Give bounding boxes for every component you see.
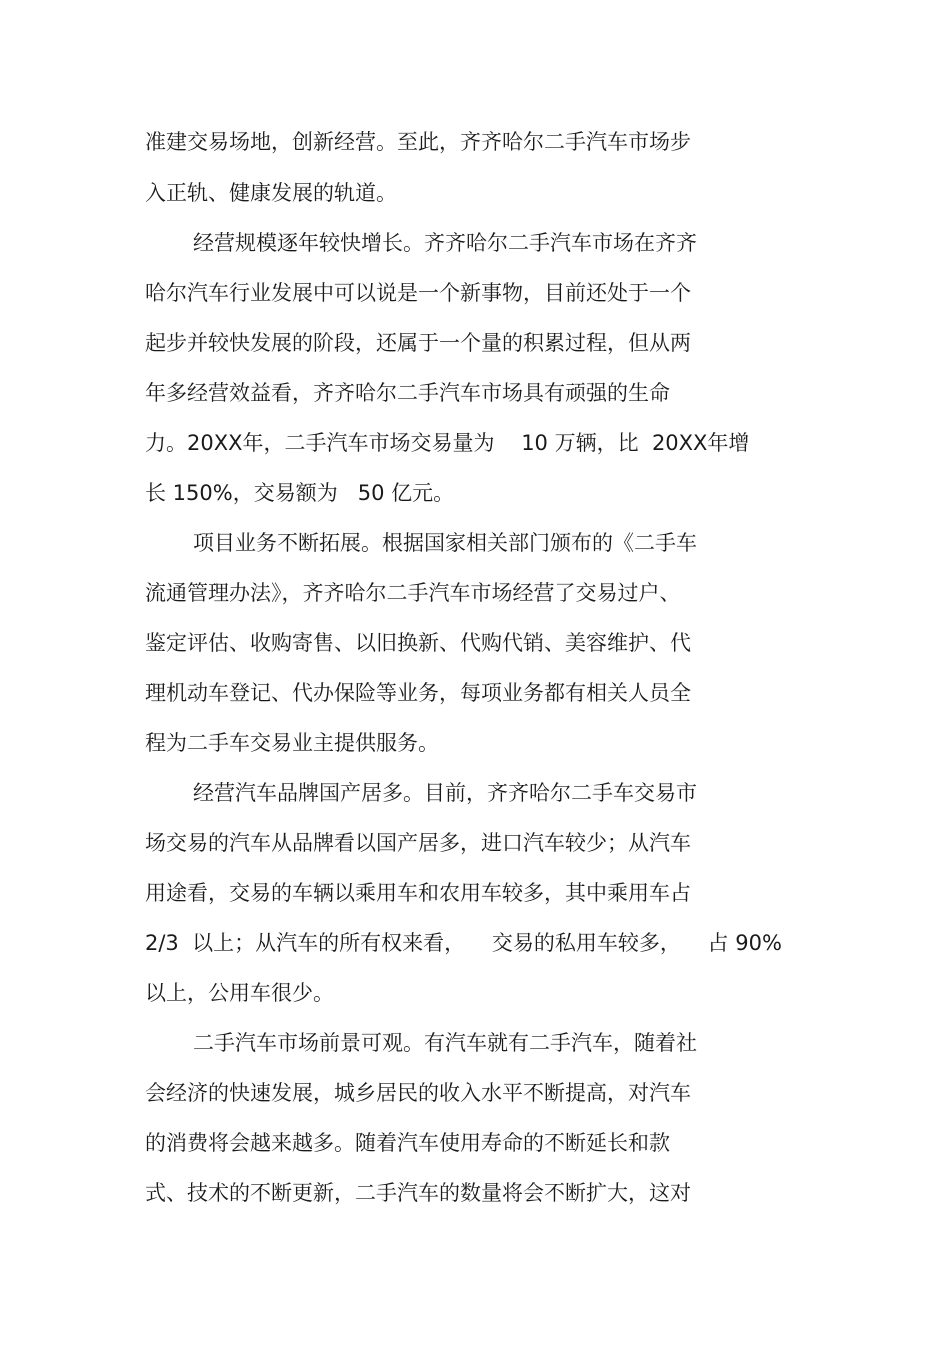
paragraph-start-line: 二手汽车市场前景可观。有汽车就有二手汽车，随着社 [193,1031,697,1055]
text-line: 哈尔汽车行业发展中可以说是一个新事物，目前还处于一个 [145,281,691,305]
text-line: 年多经营效益看，齐齐哈尔二手汽车市场具有顽强的生命 [145,381,670,405]
text-line: 准建交易场地，创新经营。至此，齐齐哈尔二手汽车市场步 [145,130,691,154]
paragraph-start-line: 经营规模逐年较快增长。齐齐哈尔二手汽车市场在齐齐 [193,231,697,255]
text-line: 式、技术的不断更新，二手汽车的数量将会不断扩大，这对 [145,1181,691,1205]
text-line: 用途看，交易的车辆以乘用车和农用车较多，其中乘用车占 [145,881,691,905]
text-line: 鉴定评估、收购寄售、以旧换新、代购代销、美容维护、代 [145,631,691,655]
text-line: 场交易的汽车从品牌看以国产居多，进口汽车较少；从汽车 [145,831,691,855]
text-line: 会经济的快速发展，城乡居民的收入水平不断提高，对汽车 [145,1081,691,1105]
text-line: 的消费将会越来越多。随着汽车使用寿命的不断延长和款 [145,1131,670,1155]
paragraph-start-line: 经营汽车品牌国产居多。目前，齐齐哈尔二手车交易市 [193,781,697,805]
text-line: 程为二手车交易业主提供服务。 [145,731,439,755]
text-line: 流通管理办法》，齐齐哈尔二手汽车市场经营了交易过户、 [145,581,681,605]
text-line: 力。20XX年，二手汽车市场交易量为 10 万辆，比 20XX年增 [145,431,750,455]
paragraph-start-line: 项目业务不断拓展。根据国家相关部门颁布的《二手车 [193,531,697,555]
text-line: 2/3 以上；从汽车的所有权来看， 交易的私用车较多， 占 90% [145,931,782,955]
text-line: 长 150%，交易额为 50 亿元。 [145,481,455,505]
text-line: 起步并较快发展的阶段，还属于一个量的积累过程，但从两 [145,331,691,355]
text-line: 入正轨、健康发展的轨道。 [145,181,397,205]
text-line: 理机动车登记、代办保险等业务，每项业务都有相关人员全 [145,681,691,705]
text-line: 以上，公用车很少。 [145,981,334,1005]
